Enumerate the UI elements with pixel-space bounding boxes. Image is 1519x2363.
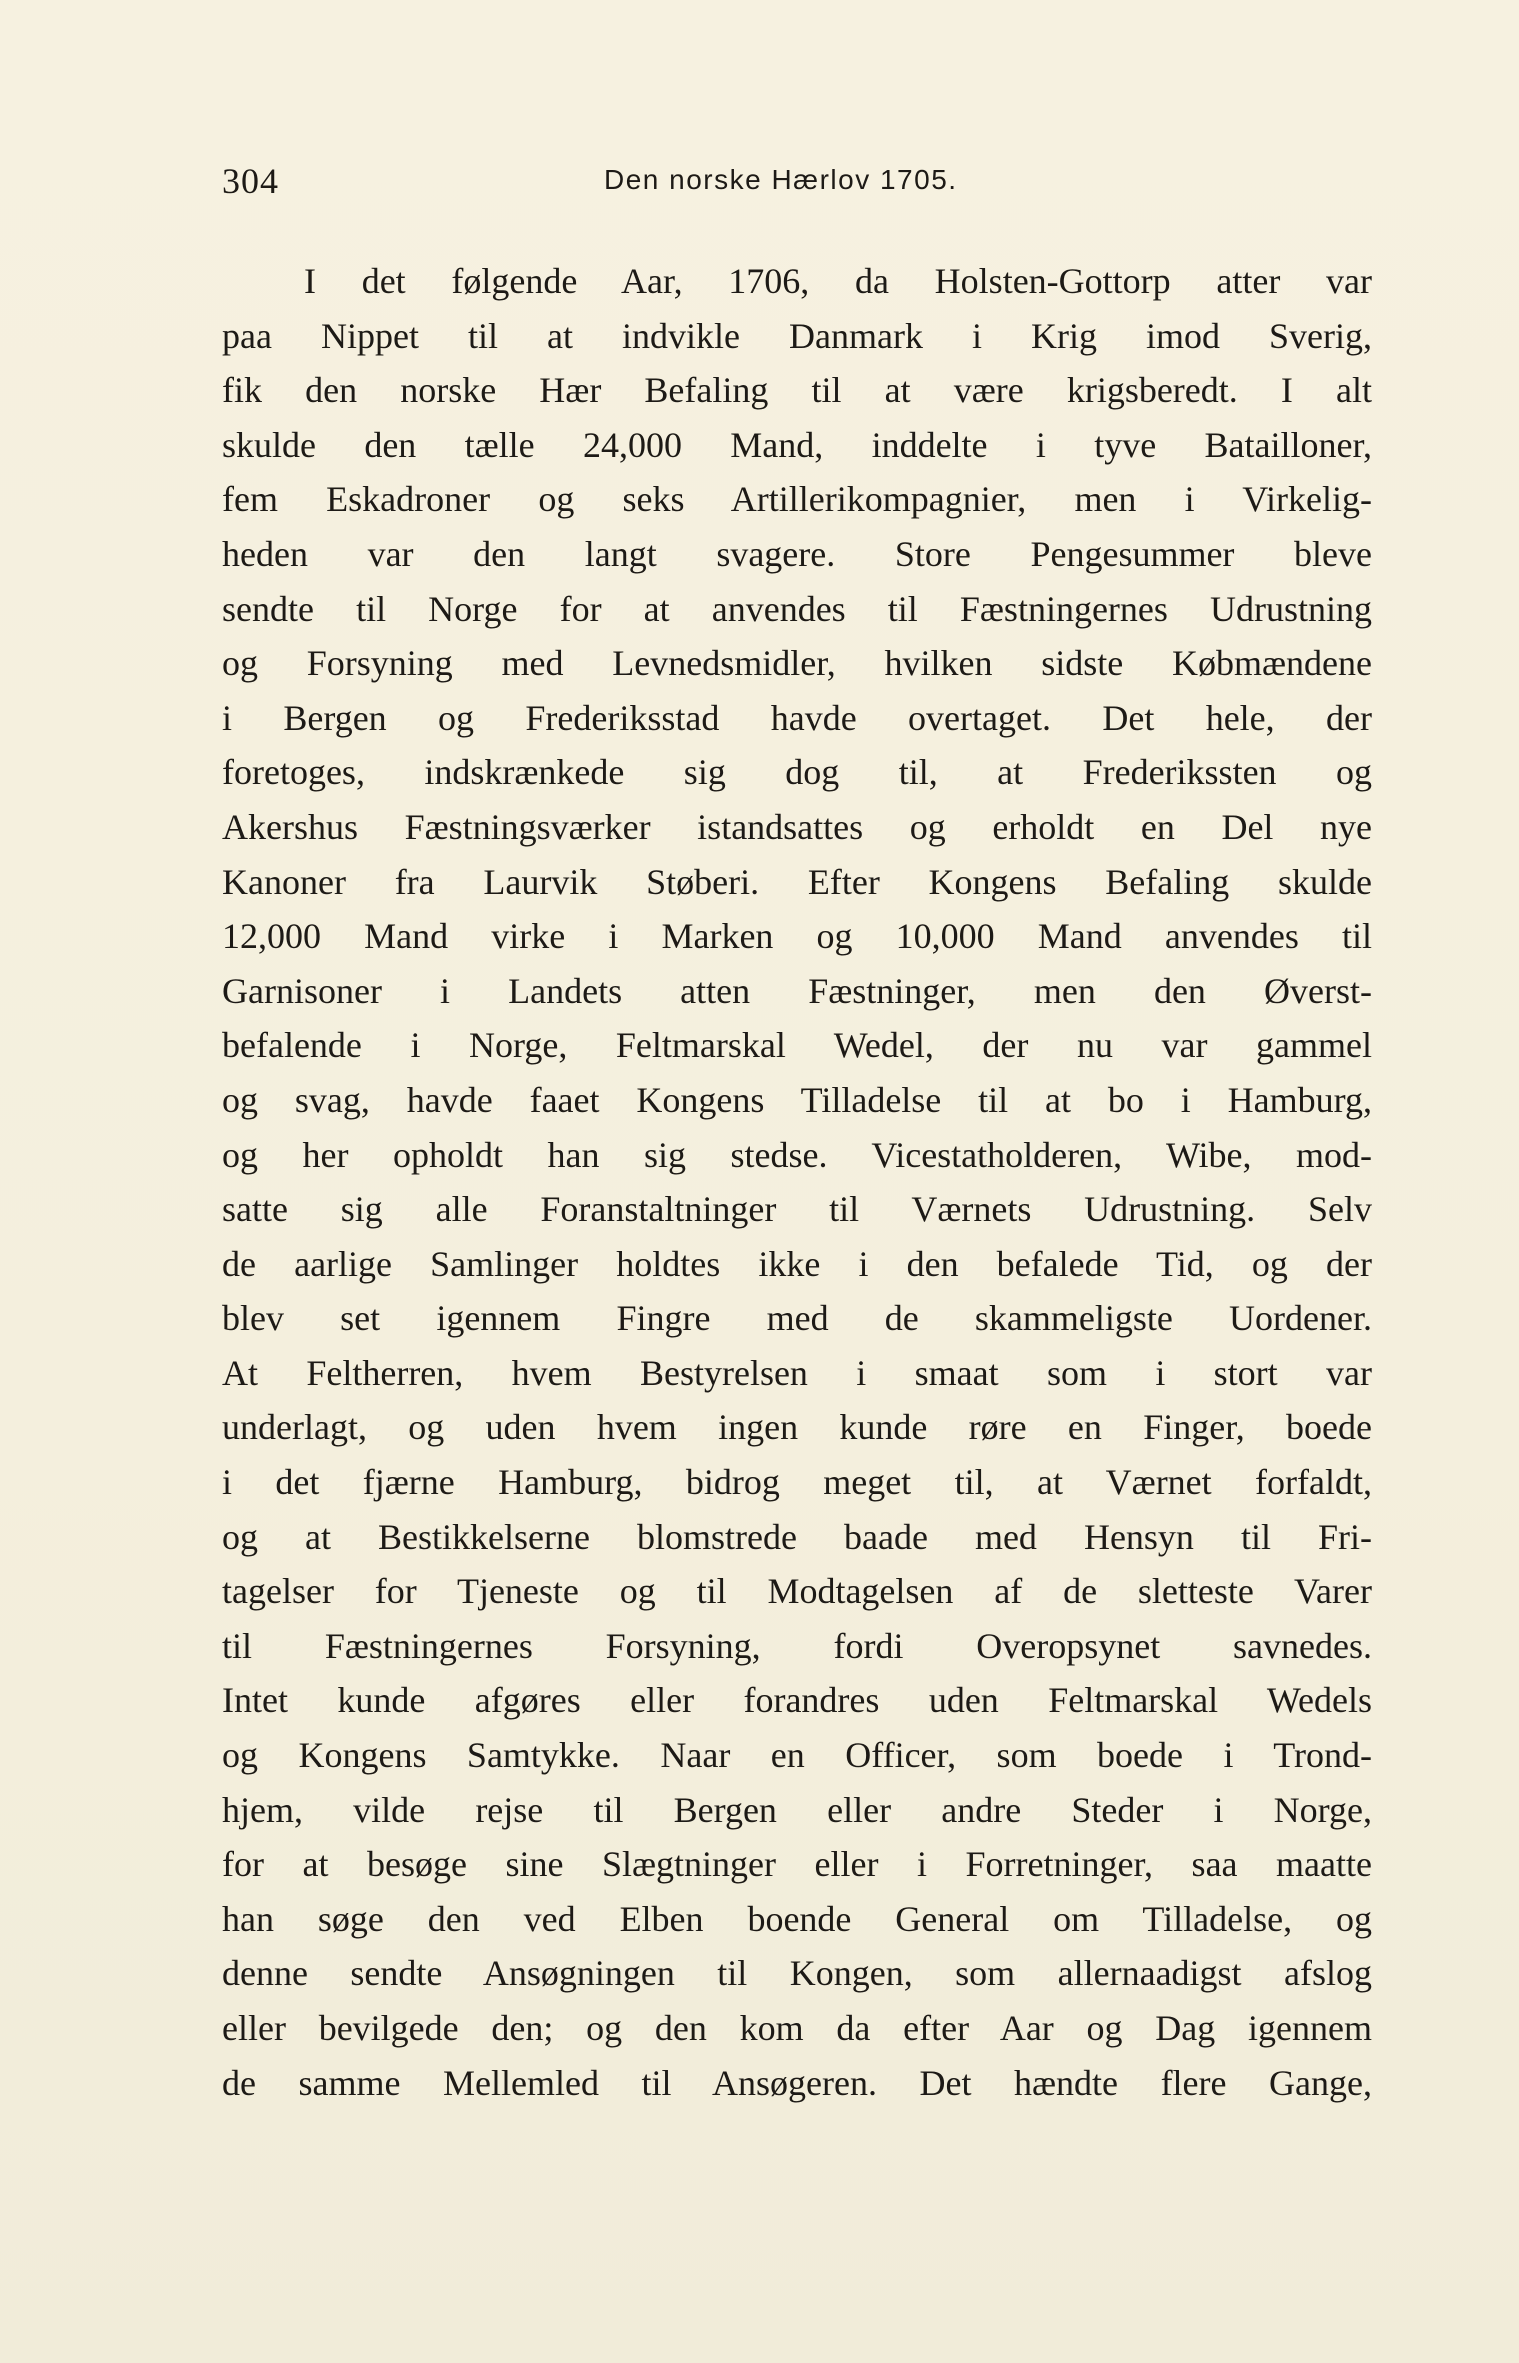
text-line: fik den norske Hær Befaling til at være krigsberedt. I alt: [222, 370, 1372, 411]
text-line: tagelser for Tjeneste og til Modtagelsen af de sletteste Varer: [222, 1571, 1372, 1612]
text-line: befalende i Norge, Feltmarskal Wedel, der nu var gammel: [222, 1025, 1372, 1066]
text-line: de aarlige Samlinger holdtes ikke i den befalede Tid, og der: [222, 1243, 1372, 1284]
text-line: til Fæstningernes Forsyning, fordi Overopsynet savnedes.: [222, 1625, 1372, 1666]
text-line: Kanoner fra Laurvik Støberi. Efter Kongens Befaling skulde: [222, 861, 1372, 902]
text-line: han søge den ved Elben boende General om Tilladelse, og: [222, 1898, 1372, 1939]
page-number: 304: [222, 161, 279, 201]
text-line: og at Bestikkelserne blomstrede baade med Hensyn til Fri-: [222, 1516, 1372, 1557]
text-line: i det fjærne Hamburg, bidrog meget til, at Værnet forfaldt,: [222, 1462, 1372, 1503]
text-line: 12,000 Mand virke i Marken og 10,000 Mand anvendes til: [222, 916, 1372, 957]
text-line: fem Eskadroner og seks Artillerikompagnier, men i Virkelig-: [222, 479, 1372, 520]
text-line: foretoges, indskrænkede sig dog til, at Frederikssten og: [222, 752, 1372, 793]
text-line: og Kongens Samtykke. Naar en Officer, som boede i Trond-: [222, 1735, 1372, 1776]
text-line: eller bevilgede den; og den kom da efter Aar og Dag igennem: [222, 2008, 1372, 2048]
text-line: heden var den langt svagere. Store Pengesummer bleve: [222, 533, 1372, 574]
text-line: At Feltherren, hvem Bestyrelsen i smaat som i stort var: [222, 1352, 1372, 1393]
text-line: og svag, havde faaet Kongens Tilladelse til at bo i Hamburg,: [222, 1079, 1372, 1120]
text-line: Intet kunde afgøres eller forandres uden Feltmarskal Wedels: [222, 1680, 1372, 1721]
text-line: sendte til Norge for at anvendes til Fæstningernes Udrustning: [222, 588, 1372, 629]
text-line: blev set igennem Fingre med de skammeligste Uordener.: [222, 1298, 1372, 1339]
text-line: de samme Mellemled til Ansøgeren. Det hændte flere Gange,: [222, 2062, 1372, 2103]
running-head: [222, 160, 1372, 210]
text-line: skulde den tælle 24,000 Mand, inddelte i tyve Batailloner,: [222, 424, 1372, 465]
text-line: satte sig alle Foranstaltninger til Værnets Udrustning. Selv: [222, 1189, 1372, 1230]
text-line: og her opholdt han sig stedse. Vicestatholderen, Wibe, mod-: [222, 1134, 1372, 1175]
text-line: hjem, vilde rejse til Bergen eller andre Steder i Norge,: [222, 1789, 1372, 1830]
text-line: denne sendte Ansøgningen til Kongen, som allernaadigst afslog: [222, 1953, 1372, 1994]
text-line: paa Nippet til at indvikle Danmark i Krig imod Sverig,: [222, 315, 1372, 356]
text-line: Akershus Fæstningsværker istandsattes og erholdt en Del nye: [222, 806, 1372, 847]
text-line: Garnisoner i Landets atten Fæstninger, men den Øverst-: [222, 970, 1372, 1011]
text-line: I det følgende Aar, 1706, da Holsten-Gottorp atter var: [304, 261, 1372, 301]
text-line: og Forsyning med Levnedsmidler, hvilken sidste Købmændene: [222, 643, 1372, 684]
text-line: for at besøge sine Slægtninger eller i Forretninger, saa maatte: [222, 1844, 1372, 1885]
running-title: Den norske Hærlov 1705.: [604, 164, 958, 195]
text-line: i Bergen og Frederiksstad havde overtaget. Det hele, der: [222, 697, 1372, 738]
body-text: [222, 254, 1372, 2110]
text-line: underlagt, og uden hvem ingen kunde røre en Finger, boede: [222, 1407, 1372, 1448]
